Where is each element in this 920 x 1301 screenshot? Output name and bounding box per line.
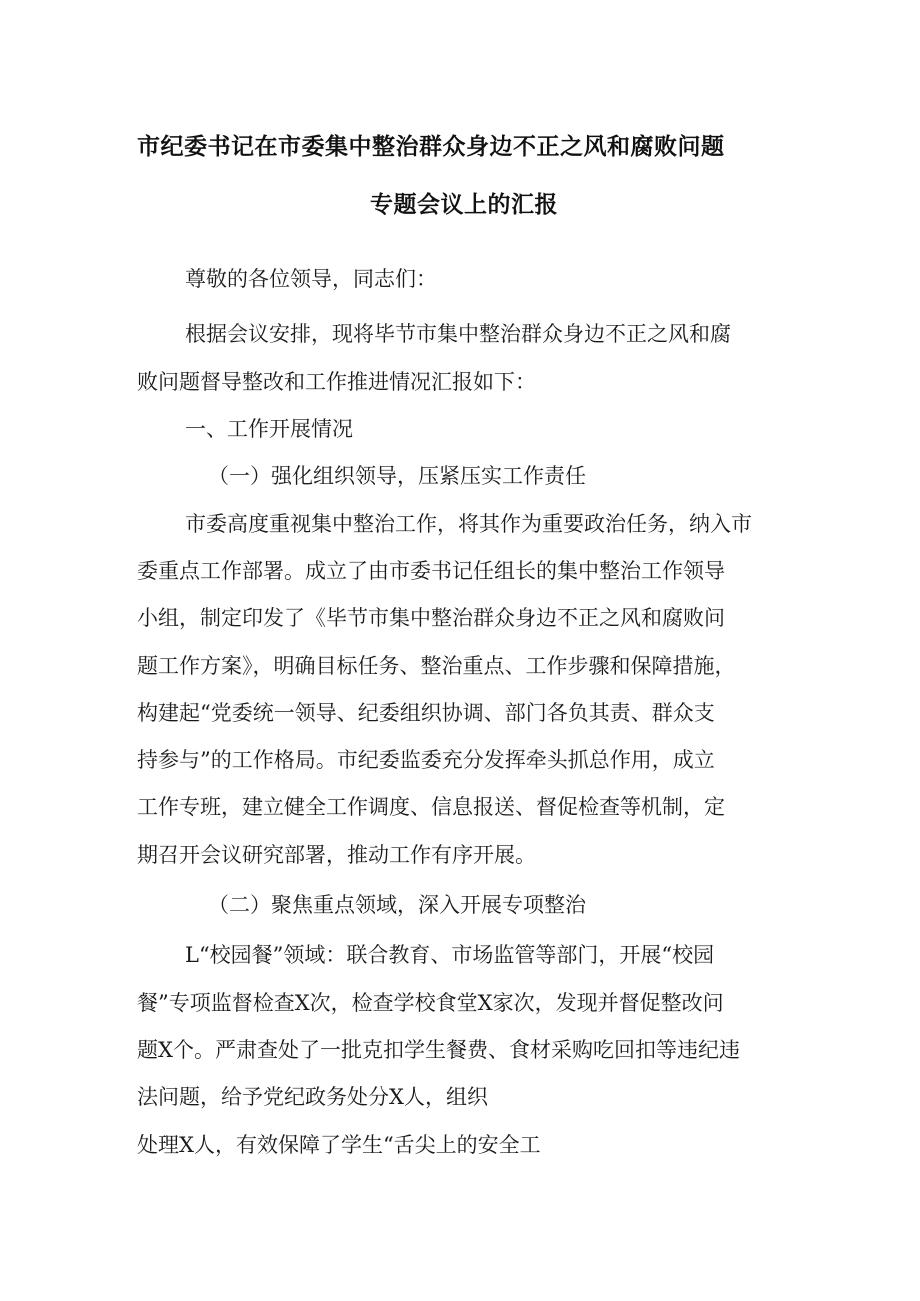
subsection-2-heading: （二）聚焦重点领域，深入开展专项整治 xyxy=(208,893,586,917)
section-1-heading: 一、工作开展情况 xyxy=(185,417,353,441)
subsection-1-line-1: 市委高度重视集中整治工作，将其作为重要政治任务，纳入市 xyxy=(185,512,752,536)
subsection-1-line-3: 小组，制定印发了《毕节市集中整治群众身边不正之风和腐败问 xyxy=(137,606,725,630)
salutation: 尊敬的各位领导，同志们： xyxy=(185,267,437,291)
subsection-2-line-3: 题X个。严肃查处了一批克扣学生餐费、食材采购吃回扣等违纪违 xyxy=(137,1038,740,1062)
subsection-2-line-1: L“校园餐”领域：联合教育、市场监管等部门，开展“校园 xyxy=(185,943,715,967)
document-title-line-2: 专题会议上的汇报 xyxy=(370,192,558,218)
subsection-2-line-2: 餐”专项监督检查X次，检查学校食堂X家次，发现并督促整改问 xyxy=(137,991,724,1015)
subsection-1-line-8: 期召开会议研究部署，推动工作有序开展。 xyxy=(137,843,536,867)
subsection-2-line-4: 法问题，给予党纪政务处分X人，组织 xyxy=(137,1085,488,1109)
subsection-1-line-5: 构建起“党委统一领导、纪委组织协调、部门各负其责、群众支 xyxy=(137,701,715,725)
document-title-line-1: 市纪委书记在市委集中整治群众身边不正之风和腐败问题 xyxy=(137,134,725,160)
intro-line-2: 败问题督导整改和工作推进情况汇报如下： xyxy=(137,370,536,394)
subsection-1-line-7: 工作专班，建立健全工作调度、信息报送、督促检查等机制，定 xyxy=(137,795,725,819)
subsection-1-heading: （一）强化组织领导，压紧压实工作责任 xyxy=(208,464,586,488)
subsection-1-line-4: 题工作方案》，明确目标任务、整治重点、工作步骤和保障措施， xyxy=(137,654,736,678)
intro-line-1: 根据会议安排，现将毕节市集中整治群众身边不正之风和腐 xyxy=(185,322,731,346)
subsection-1-line-2: 委重点工作部署。成立了由市委书记任组长的集中整治工作领导 xyxy=(137,559,725,583)
subsection-1-line-6: 持参与”的工作格局。市纪委监委充分发挥牵头抓总作用，成立 xyxy=(137,748,715,772)
subsection-2-line-5: 处理X人，有效保障了学生“舌尖上的安全工 xyxy=(137,1133,541,1157)
